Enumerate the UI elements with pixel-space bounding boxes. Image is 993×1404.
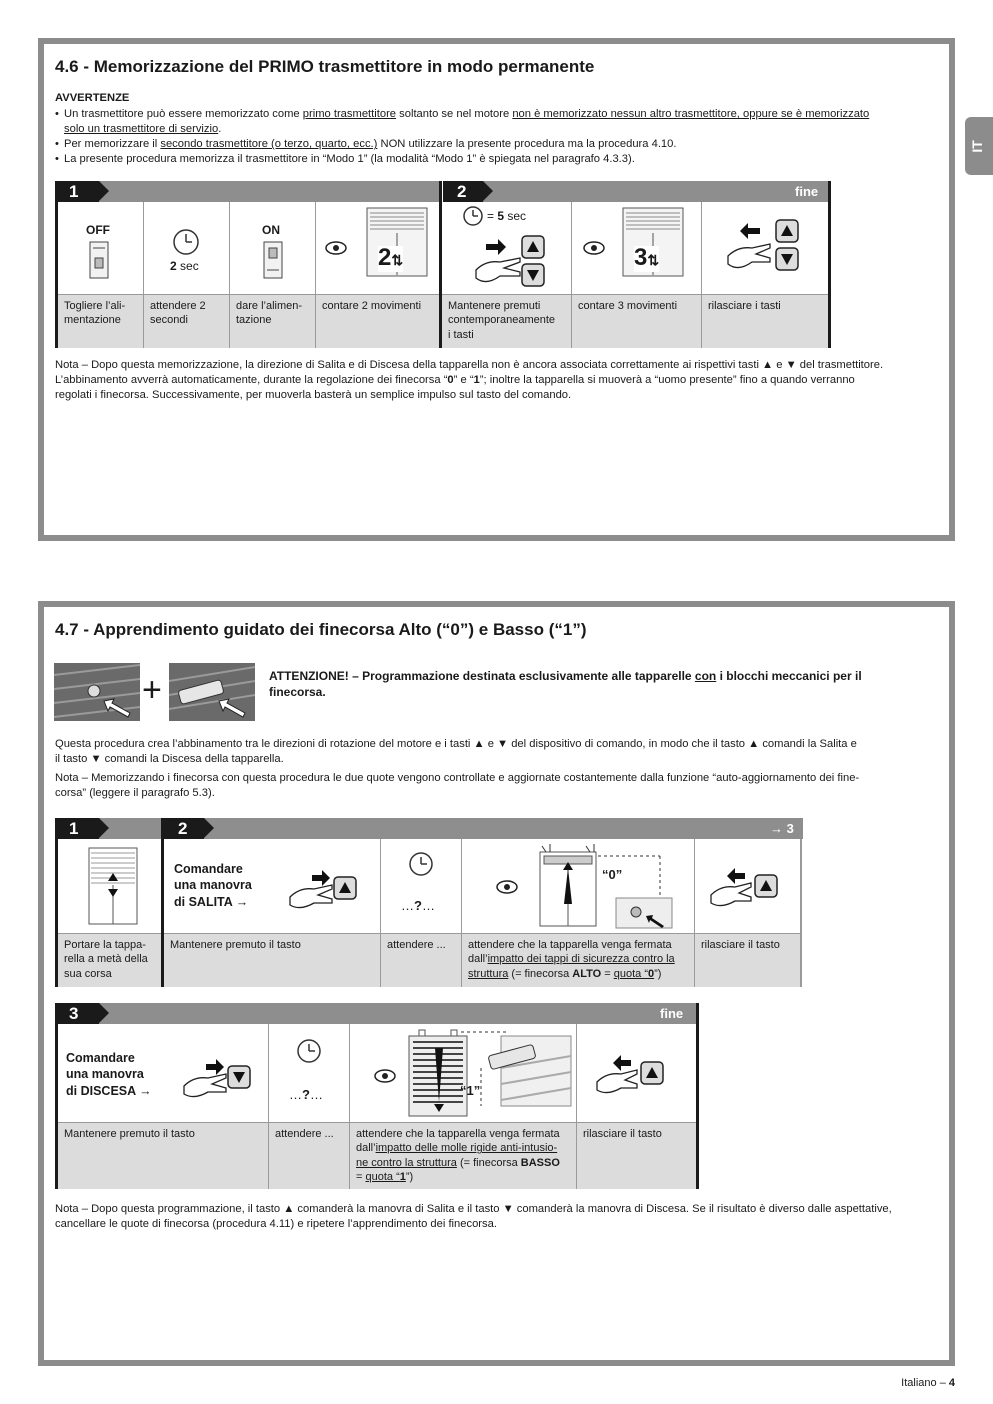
caption-count-2: contare 2 movimenti — [316, 294, 439, 348]
cell-release — [702, 202, 828, 294]
steps-table-4-7-a — [55, 818, 805, 987]
caption-count-3: contare 3 movimenti — [572, 294, 702, 348]
caption-wait: attendere ... — [269, 1122, 350, 1189]
caption-half-shutter: Portare la tappa- rella a metà della sua corsa — [58, 933, 161, 987]
section-4-7-title: 4.7 - Apprendimento guidato dei finecorsa Alto (“0”) e Basso (“1”) — [55, 620, 587, 639]
note-4-7: Nota – Dopo questa programmazione, il tasto ▲ comanderà la manovra di Salita e il tasto ▼ comanderà la manovra di Discesa. Se il risultato è diverso dalle aspettative, cancellare le quote di finecorsa (procedura 4.11) e ripetere l’apprendimento dei finecorsa. — [55, 1203, 892, 1231]
note-4-6: Nota – Dopo questa memorizzazione, la direzione di Salita e di Discesa della tapparella non è ancora associata correttamente ai rispettivi tasti ▲ e ▼ del trasmettitore. L’abbinamento avverrà automaticamente, durante la regolazione dei finecorsa “0” e “1”; inoltre la tapparella si muoverà a “uomo presente” fino a quando verranno regolati i finecorsa. Successivamente, per muoverla basterà un semplice impulso sul tasto del comando. — [55, 359, 884, 402]
breaker-off-icon — [88, 240, 110, 280]
section-4-6 — [38, 38, 955, 541]
caption-wait: attendere ... — [381, 933, 462, 987]
footer-language: Italiano – — [901, 1377, 949, 1389]
step-1-badge: 1 — [55, 181, 99, 202]
cell-press-5s — [442, 202, 572, 294]
right-bar — [696, 1003, 699, 1189]
count-3-number: 3⇅ — [634, 244, 660, 271]
eye-icon — [495, 879, 519, 895]
cell-count-3 — [572, 202, 702, 294]
hand-release-both-icon — [724, 216, 804, 276]
warning-item-1: • Un trasmettitore può essere memorizzato come primo trasmettitore soltanto se nel motore non è memorizzato nessun altro trasmettitore, oppure se è memorizzato solo un trasmettitore di servizio. — [55, 107, 945, 137]
goto-step-3: → 3 — [770, 821, 794, 836]
cell-stop-up — [462, 839, 695, 933]
step-end-label: fine — [660, 1006, 684, 1021]
caption-power-on: dare l’alimen- tazione — [230, 294, 316, 348]
cell-wait-2s — [144, 202, 230, 294]
command-down-label: Comandare una manovra di DISCESA → — [66, 1051, 152, 1098]
section-4-7 — [38, 601, 955, 1366]
eye-icon — [582, 240, 606, 256]
right-border — [800, 839, 802, 987]
eye-icon — [324, 240, 348, 256]
cell-command-down — [58, 1024, 269, 1122]
warnings-heading: AVVERTENZE — [55, 92, 130, 104]
wait-indefinite-label: …?… — [401, 898, 435, 913]
clock-icon — [408, 851, 434, 877]
cell-command-up — [164, 839, 381, 933]
intro-paragraph: Questa procedura crea l’abbinamento tra le direzioni di rotazione del motore e i tasti ▲ e ▼ del dispositivo di comando, in modo che il tasto ▲ comandi la Salita e il tasto ▼ comandi la Discesa della tapparella. — [55, 738, 857, 766]
language-tab-label: IT — [968, 140, 985, 153]
shutter-stop-block-icon — [54, 663, 140, 721]
quota-1-label: “1” — [460, 1083, 481, 1098]
cell-wait — [269, 1024, 350, 1122]
step-end-label: fine — [795, 184, 819, 199]
off-label: OFF — [86, 223, 110, 237]
updown-arrows-icon: ⇅ — [391, 252, 404, 268]
step-1-badge: 1 — [55, 818, 99, 839]
count-2-number: 2⇅ — [378, 244, 404, 271]
updown-arrows-icon: ⇅ — [647, 252, 660, 268]
shutter-top-stop-icon — [534, 842, 674, 930]
caption-press-keys: Mantenere premuti contemporaneamente i tasti — [442, 294, 572, 348]
step-2-badge: 2 — [164, 818, 204, 839]
caption-stop-top: attendere che la tapparella venga fermata dall’impatto dei tappi di sicurezza contro la struttura (= finecorsa ALTO = quota “0”) — [462, 933, 695, 987]
eye-icon — [373, 1068, 397, 1084]
step-1-header — [55, 181, 439, 202]
step-2-header — [443, 181, 831, 202]
cell-release-up — [695, 839, 800, 933]
warning-item-2: • Per memorizzare il secondo trasmettitore (o terzo, quarto, ecc.) NON utilizzare la presente procedura ma la procedura 4.10. — [55, 137, 945, 152]
plus-sign: + — [142, 671, 162, 709]
caption-stop-bottom: attendere che la tapparella venga fermata dall’impatto delle molle rigide anti-intusio- ne contro la struttura (= finecorsa BASSO = quota “1”) — [350, 1122, 577, 1189]
caption-hold-key: Mantenere premuto il tasto — [58, 1122, 269, 1189]
clock-icon — [172, 228, 200, 256]
caption-wait-2s: attendere 2 secondi — [144, 294, 230, 348]
cell-half-shutter — [58, 839, 161, 933]
caption-release-key: rilasciare il tasto — [695, 933, 800, 987]
section-4-6-title: 4.6 - Memorizzazione del PRIMO trasmettitore in modo permanente — [55, 57, 595, 76]
cell-release-down — [577, 1024, 696, 1122]
press-5s-label: = 5 sec — [487, 209, 527, 223]
step-3-badge: 3 — [55, 1003, 99, 1024]
caption-release-keys: rilasciare i tasti — [702, 294, 828, 348]
warnings-block — [55, 91, 945, 168]
cell-wait — [381, 839, 462, 933]
attention-note: ATTENZIONE! – Programmazione destinata esclusivamente alle tapparelle con i blocchi meccanici per il finecorsa. — [269, 669, 862, 700]
hand-press-up-icon — [288, 867, 362, 909]
language-tab — [965, 117, 993, 175]
motor-tube-icon — [169, 663, 255, 721]
step-2-badge: 2 — [443, 181, 483, 202]
hand-press-both-icon — [472, 230, 548, 290]
right-bar — [828, 181, 831, 348]
caption-hold-key: Mantenere premuto il tasto — [164, 933, 381, 987]
hand-release-up-icon — [709, 865, 783, 907]
page-number: 4 — [948, 1377, 955, 1389]
caption-release-key: rilasciare il tasto — [577, 1122, 696, 1189]
cell-count-2 — [316, 202, 439, 294]
wait-indefinite-label: …?… — [289, 1087, 323, 1102]
breaker-on-icon — [262, 240, 284, 280]
cell-off — [58, 202, 144, 294]
hand-release-up-icon — [595, 1052, 669, 1094]
on-label: ON — [262, 223, 280, 237]
wait-2s-label: 2 sec — [170, 259, 199, 273]
command-up-label: Comandare una manovra di SALITA → — [174, 862, 252, 909]
intro-note: Nota – Memorizzando i finecorsa con questa procedura le due quote vengono controllate e aggiornate costantemente dalla funzione “auto-aggiornamento dei fine- corsa” (leggere il paragrafo 5.3). — [55, 772, 860, 800]
hand-press-down-icon — [182, 1056, 256, 1098]
cell-stop-down — [350, 1024, 577, 1122]
shutter-bottom-stop-icon — [405, 1028, 573, 1120]
clock-icon — [296, 1038, 322, 1064]
cell-on — [230, 202, 316, 294]
step-2-header — [164, 818, 803, 839]
quota-0-label: “0” — [602, 867, 623, 882]
steps-table-4-6 — [55, 181, 835, 348]
half-shutter-icon — [88, 847, 138, 925]
warning-item-3: • La presente procedura memorizza il trasmettitore in “Modo 1” (la modalità “Modo 1” è spiegata nel paragrafo 4.3.3). — [55, 152, 945, 167]
step-3-header — [55, 1003, 699, 1024]
steps-table-4-7-b — [55, 1003, 705, 1189]
page-footer — [901, 1376, 955, 1391]
clock-icon — [462, 205, 484, 227]
caption-power-off: Togliere l’ali- mentazione — [58, 294, 144, 348]
